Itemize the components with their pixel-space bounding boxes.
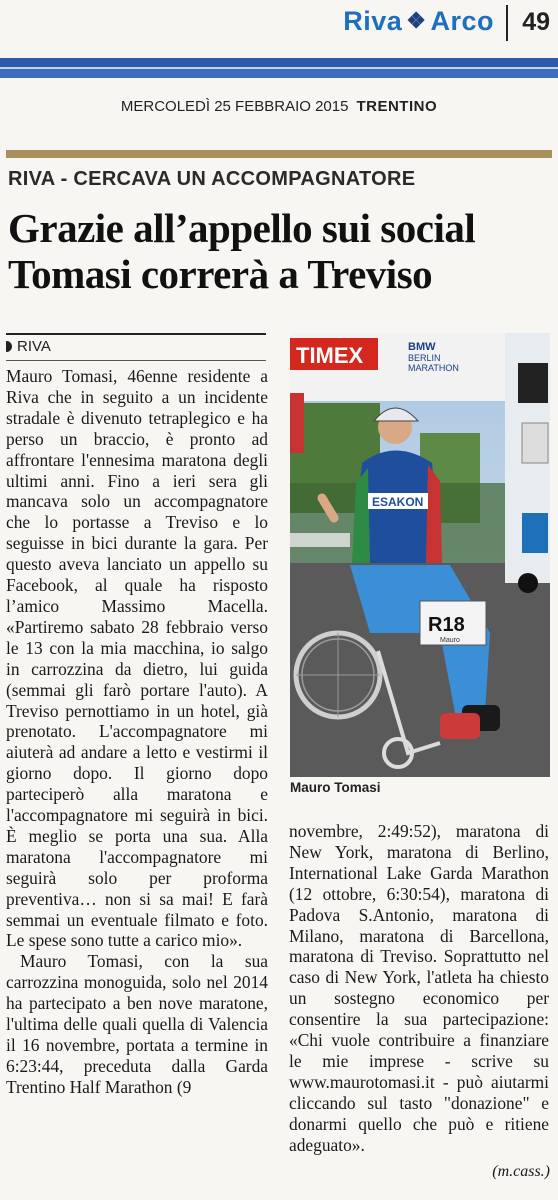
location-rule-bottom bbox=[6, 360, 266, 361]
event-name-line-1: BERLIN bbox=[408, 353, 441, 363]
issue-date: MERCOLEDÌ 25 FEBBRAIO 2015 bbox=[120, 98, 349, 115]
article-column-2 bbox=[289, 821, 549, 1156]
article-headline bbox=[8, 205, 553, 297]
photo-illustration bbox=[290, 333, 550, 777]
section-left: Riva bbox=[343, 6, 403, 36]
body-paragraph: Mauro Tomasi, 46enne residente a Riva che in seguito a un incidente stradale è divenuto tetraplegico e ha perso un braccio, è pronto ad affrontare l'ennesima maratona degli ultimi anni. Fino a ieri sera gli mancava solo un accompagnatore che lo portasse a Treviso e lo seguisse in bici durante la gara. Per questo aveva lanciato un appello su Facebook, al quale ha risposto l’amico Massimo Macella. «Partiremo sabato 28 febbraio verso le 13 con la mia macchina, io salgo in carrozzina da dietro, lui guida (semmai gli farò portare l'auto). A Treviso pernottiamo in un hotel, già prenotato. L'accompagnatore mi aiuterà ad andare a letto e vestirmi il giorno dopo. Il giorno dopo parteciperò alla maratona e l'accompagnatore mi seguirà in bici. È meglio se porta una sua. Alla maratona l'accompagnatore mi seguirà solo per proforma preventiva… non si sa mai! E farà semmai un eventuale filmato e foto. Le spese sono tutte a carico mio». bbox=[6, 366, 268, 951]
bullet-icon bbox=[6, 341, 12, 352]
bib-name: Mauro bbox=[440, 637, 460, 644]
event-name-line-2: MARATHON bbox=[408, 363, 459, 373]
section-title bbox=[343, 6, 494, 37]
body-paragraph: Mauro Tomasi, con la sua carrozzina monoguida, solo nel 2014 ha partecipato a ben nove maratone, l'ultima delle quali quella di Valencia il 16 novembre, portata a termine in 6:23:44, preceduta dalla Garda Trentino Half Marathon (9 bbox=[6, 951, 268, 1097]
diamond-icon: ❖ bbox=[406, 8, 427, 33]
author-signature: (m.cass.) bbox=[492, 1163, 550, 1180]
headline-line-1: Grazie all’appello sui social bbox=[8, 205, 476, 251]
bmw-logo: BMW bbox=[408, 341, 436, 353]
newspaper-name: TRENTINO bbox=[356, 98, 438, 115]
location-text: RIVA bbox=[17, 338, 51, 355]
body-paragraph: novembre, 2:49:52), maratona di New York, maratona di Berlino, International Lake Garda Marathon (12 ottobre, 6:30:54), maratona di Padova S.Antonio, maratona di Milano, maratona di Barcellona, maratona di Treviso. Soprattutto nel caso di New York, l'atleta ha chiesto un sostegno economico per consentire la sua partecipazione: «Chi vuole contribuire a finanziare le mie imprese - scrive su www.maurotomasi.it - può aiutarmi cliccando sul tasto "donazione" e donarmi quello che può e ritiene adeguato». bbox=[289, 821, 549, 1155]
location-rule bbox=[6, 333, 266, 335]
jersey-text: ESAKON bbox=[372, 495, 424, 509]
dateline-location bbox=[6, 338, 51, 355]
article-photo bbox=[290, 333, 550, 777]
page-header bbox=[0, 0, 558, 50]
header-divider bbox=[506, 5, 508, 41]
article-top-rule bbox=[6, 150, 552, 158]
photo-caption: Mauro Tomasi bbox=[290, 780, 381, 795]
dateline bbox=[0, 98, 558, 115]
header-rule bbox=[0, 58, 558, 78]
timex-logo: TIMEX bbox=[296, 343, 364, 368]
article-kicker: RIVA - CERCAVA UN ACCOMPAGNATORE bbox=[8, 168, 416, 190]
page-number: 49 bbox=[522, 8, 550, 36]
headline-line-2: Tomasi correrà a Treviso bbox=[8, 251, 433, 297]
section-right: Arco bbox=[430, 6, 494, 36]
bib-number: R18 bbox=[428, 614, 465, 636]
article-column-1 bbox=[6, 366, 268, 1098]
